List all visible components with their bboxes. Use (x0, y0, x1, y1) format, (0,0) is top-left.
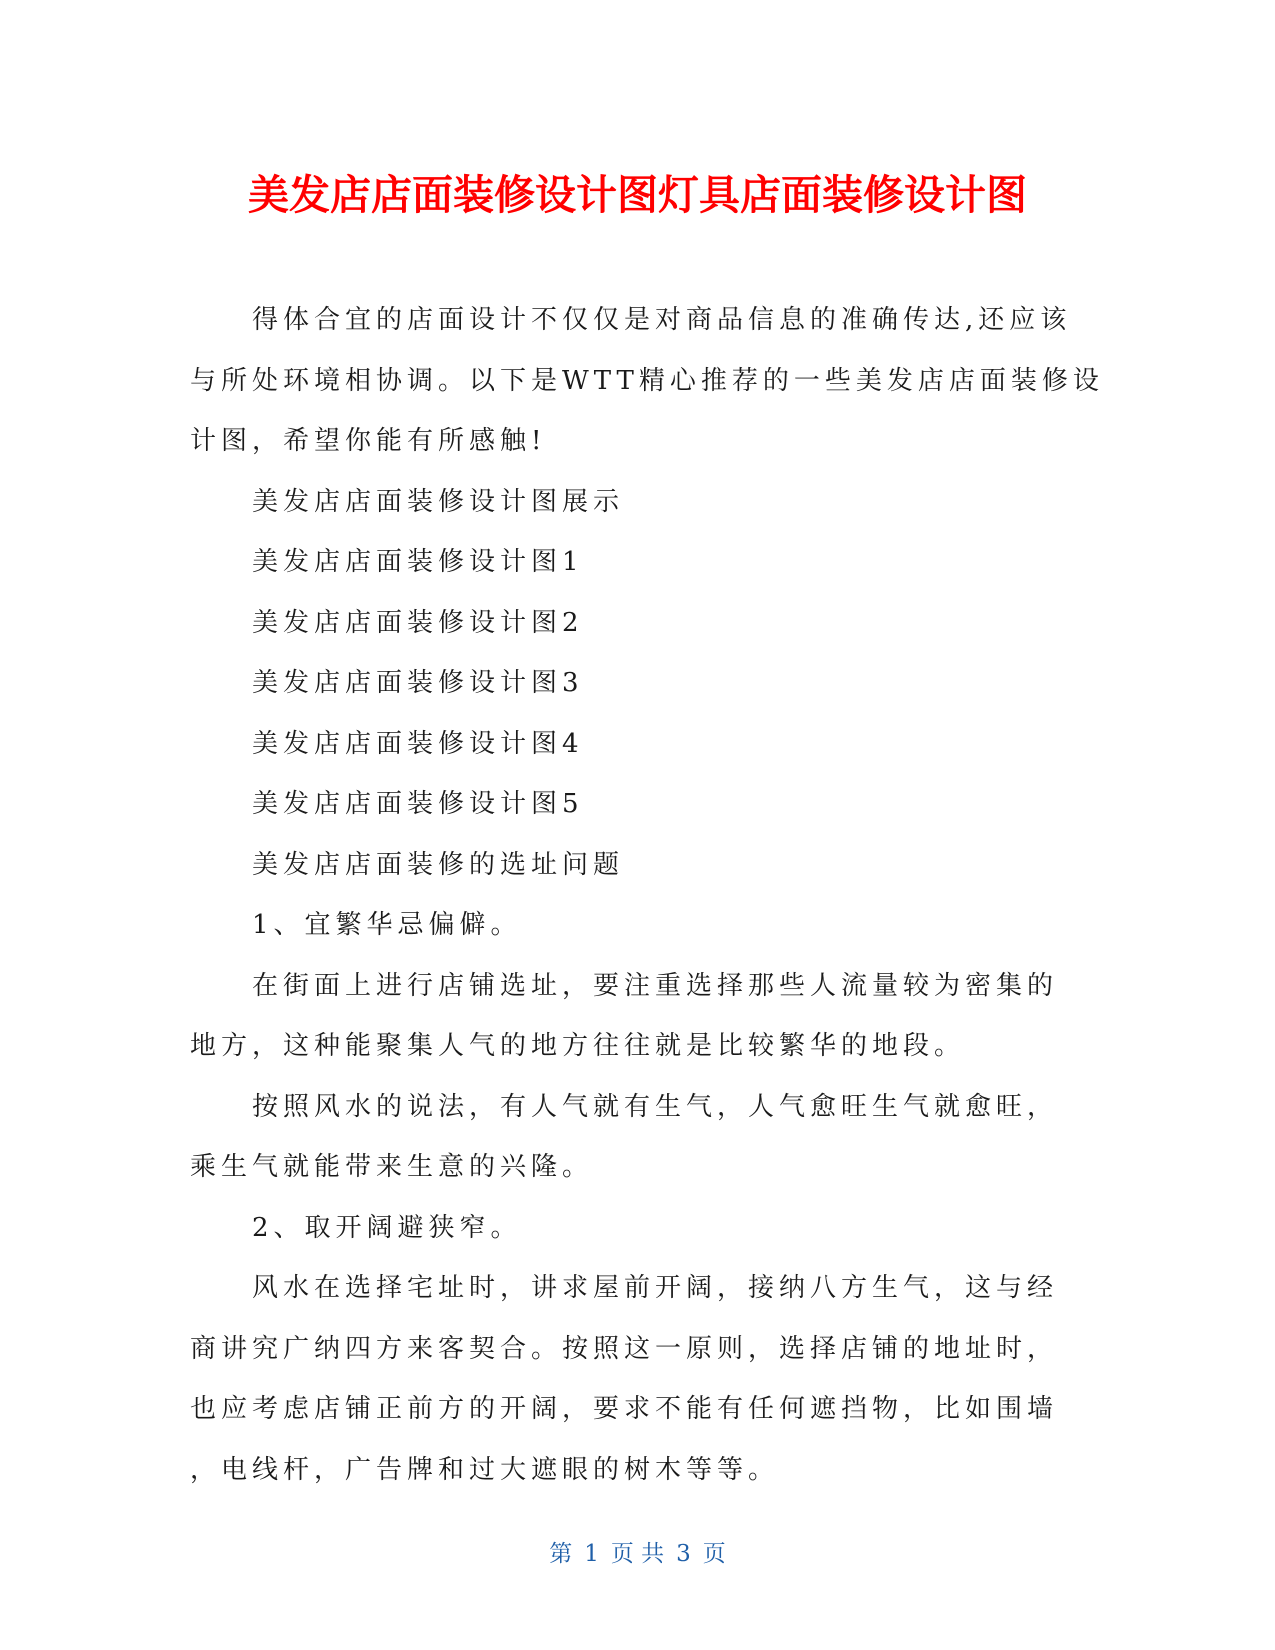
paragraph-subheading (190, 1198, 1080, 1259)
paragraph-line: 美发店店面装修设计图展示 (252, 486, 625, 517)
paragraph-heading (190, 472, 1080, 533)
document-body (190, 290, 1104, 1500)
paragraph-line: ，电线杆，广告牌和过大遮眼的树木等等。 (190, 1454, 780, 1485)
paragraph-line: 2、取开阔避狭窄。 (252, 1212, 522, 1243)
footer-suffix: 页 (702, 1541, 726, 1567)
paragraph-line: 美发店店面装修的选址问题 (252, 849, 625, 880)
footer-page-total: 3 (676, 1541, 691, 1567)
paragraph-image-caption (190, 593, 1080, 654)
paragraph-text (190, 1077, 1080, 1198)
document-title: 美发店店面装修设计图灯具店面装修设计图 (248, 171, 1027, 219)
paragraph-line: 地方，这种能聚集人气的地方往往就是比较繁华的地段。 (190, 1031, 966, 1061)
paragraph-line: 商讲究广纳四方来客契合。按照这一原则，选择店铺的地址时， (190, 1333, 1059, 1364)
paragraph-line: 计图，希望你能有所感触! (190, 426, 547, 456)
paragraph-line: 风水在选择宅址时，讲求屋前开阔，接纳八方生气，这与经 (252, 1273, 1059, 1303)
paragraph-line: 美发店店面装修设计图2 (252, 607, 584, 638)
paragraph-subheading (190, 895, 1080, 956)
page-footer (0, 1535, 1275, 1568)
paragraph-line: 1、宜繁华忌偏僻。 (252, 910, 522, 940)
paragraph-heading (190, 835, 1080, 896)
paragraph-line: 美发店店面装修设计图1 (252, 547, 584, 577)
paragraph-line: 与所处环境相协调。以下是WTT精心推荐的一些美发店店面装修设 (190, 365, 1104, 396)
paragraph-line: 美发店店面装修设计图4 (252, 728, 584, 759)
paragraph-line: 也应考虑店铺正前方的开阔，要求不能有任何遮挡物，比如围墙 (190, 1394, 1059, 1424)
paragraph-image-caption (190, 774, 1080, 835)
footer-mid: 页 共 (610, 1541, 665, 1567)
paragraph-line: 按照风水的说法，有人气就有生气，人气愈旺生气就愈旺， (252, 1091, 1059, 1122)
paragraph-line: 美发店店面装修设计图5 (252, 789, 584, 819)
paragraph-text (190, 1258, 1080, 1500)
paragraph-image-caption (190, 714, 1080, 775)
paragraph-line: 乘生气就能带来生意的兴隆。 (190, 1152, 594, 1182)
footer-page-current: 1 (584, 1541, 599, 1567)
paragraph-image-caption (190, 653, 1080, 714)
paragraph-line: 得体合宜的店面设计不仅仅是对商品信息的准确传达,还应该 (252, 305, 1072, 335)
paragraph-text (190, 956, 1080, 1077)
paragraph-line: 美发店店面装修设计图3 (252, 668, 584, 698)
footer-prefix: 第 (549, 1541, 573, 1567)
paragraph-intro (190, 290, 1104, 472)
paragraph-image-caption (190, 532, 1080, 593)
paragraph-line: 在街面上进行店铺选址，要注重选择那些人流量较为密集的 (252, 970, 1059, 1001)
